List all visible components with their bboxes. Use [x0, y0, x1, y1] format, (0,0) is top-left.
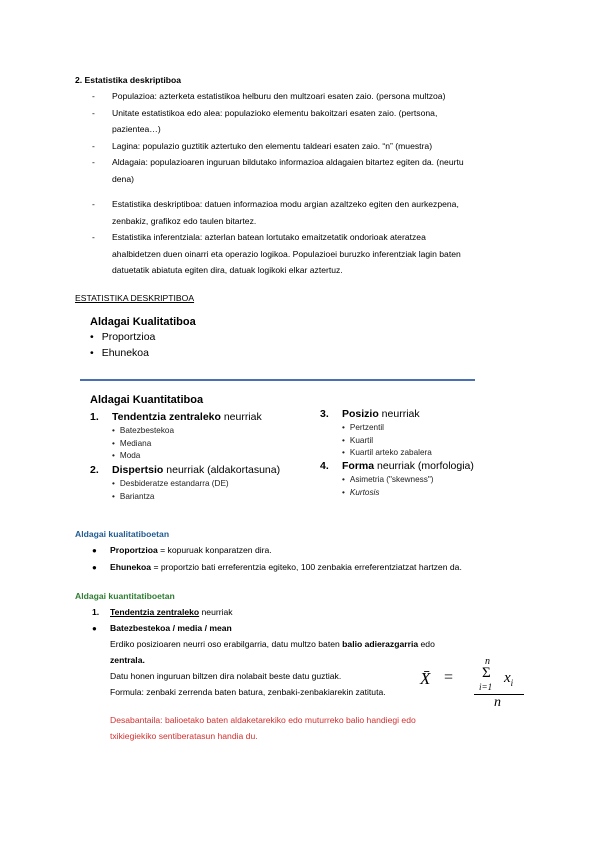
- section-heading: 2. Estatistika deskriptiboa: [75, 75, 182, 85]
- list-item: • Bariantza: [112, 491, 155, 501]
- mean-description: Erdiko posizioaren neurri oso erabilgarria, datu multzo baten balio adierazgarria edo zentrala. Datu honen inguruan biltzen dira nolabait beste datu guztiak. Formula: zenbaki zerrenda baten batura, zenbaki-zenbakiarekin zatituta.: [110, 639, 435, 697]
- slide-title: Aldagai Kualitatiboa: [90, 316, 196, 328]
- list-item: • Pertzentil: [342, 423, 385, 432]
- sigma-icon: Σ: [482, 665, 491, 681]
- quantitative-heading: Aldagai kuantitatiboetan: [75, 591, 175, 601]
- list-item: - Estatistika deskriptiboa: datuen informazioa modu argian azaltzeko egiten den aurkezpena, zenbakiz, grafikoz edo taulen bitartez.: [92, 199, 459, 226]
- qualitative-heading: Aldagai kualitatiboetan: [75, 529, 170, 539]
- list-item: ● Proportzioa = kopuruak konparatzen dira.: [92, 542, 562, 559]
- denominator: n: [494, 695, 501, 710]
- slide-divider: [80, 379, 475, 381]
- xbar-symbol: X̄: [420, 669, 431, 688]
- measure-group-2: 2. Dispertsio neurriak (aldakortasuna) • Desbideratze estandarra (DE) • Bariantza: [90, 463, 320, 503]
- list-item: - Unitate estatistikoa edo alea: populazioko elementu bakoitzari esaten zaio. (pertsona, pazientea…): [92, 107, 438, 134]
- slide-title: Aldagai Kuantitatiboa: [90, 394, 204, 406]
- quantitative-item-2: ● Batezbestekoa / media / mean: [92, 620, 232, 637]
- summand: $x_i$: [504, 670, 514, 688]
- definitions-list: [92, 88, 532, 187]
- list-item: • Kuartil arteko zabalera: [342, 448, 432, 457]
- list-item: • Proportzioa: [90, 331, 156, 343]
- list-item: • Ehunekoa: [90, 347, 149, 359]
- disadvantage-note: Desabantaila: balioetako baten aldaketarekiko edo muturreko balio handiegi edo txikiegiekiko sentiberatasun handia du.: [110, 715, 416, 741]
- measure-group-3: 3. Posizio neurriak • Pertzentil • Kuartil • Kuartil arteko zabalera: [320, 407, 520, 460]
- list-item: • Kuartil: [342, 435, 374, 445]
- list-item: - Lagina: populazio guztitik aztertuko den elementu taldeari esaten zaio. “n” (muestra): [92, 140, 433, 151]
- bullet-icon: ●: [92, 624, 97, 633]
- sum-upper-limit: n: [485, 656, 490, 667]
- bullet-icon: •: [90, 347, 94, 359]
- measure-group-1: 1. Tendentzia zentraleko neurriak • Batezbestekoa • Mediana • Moda: [90, 410, 310, 463]
- list-item: • Kurtosis: [342, 487, 380, 497]
- sum-lower-limit: i=1: [479, 682, 493, 692]
- list-item: • Batezbestekoa: [112, 426, 175, 435]
- list-item: • Asimetria ("skewness"): [342, 475, 434, 484]
- bullet-icon: ●: [92, 546, 97, 555]
- equals-sign: =: [444, 669, 454, 686]
- bullet-icon: ●: [92, 563, 97, 572]
- slide-kualitatiboa: [90, 316, 490, 361]
- list-item: - Aldagaia: populazioaren inguruan bildutako informazioa aldagaien bitartez egiten da. (neurtu dena): [92, 157, 464, 184]
- subsection-heading: ESTATISTIKA DESKRIPTIBOA: [75, 293, 195, 303]
- quantitative-item-1: 1. Tendentzia zentraleko neurriak: [92, 607, 233, 617]
- list-item: - Estatistika inferentziala: azterlan batean lortutako emaitzetatik ondorioak ateratzea ahalbidetzen duen oinarri eta operazio logikoa. Populazioei buruzko inferentziak lagin baten datuetatik abiatuta egiten dira, datuak logikoki elkar aztertuz.: [92, 232, 461, 275]
- list-item: ● Ehunekoa = proportzio bati erreferentzia egiteko, 100 zenbakia erreferentziatzat hartzen da.: [92, 559, 562, 576]
- qualitative-list: [92, 542, 562, 576]
- list-item: • Desbideratze estandarra (DE): [112, 479, 229, 488]
- statistics-types-list: [92, 196, 532, 279]
- measure-group-4: 4. Forma neurriak (morfologia) • Asimetria ("skewness") • Kurtosis: [320, 459, 520, 499]
- list-item: • Mediana: [112, 438, 152, 448]
- list-item: • Moda: [112, 451, 141, 460]
- bullet-icon: •: [90, 331, 94, 343]
- mean-formula: [418, 656, 528, 712]
- list-item: - Populazioa: azterketa estatistikoa helburu den multzoari esaten zaio. (persona multzoa): [92, 91, 446, 101]
